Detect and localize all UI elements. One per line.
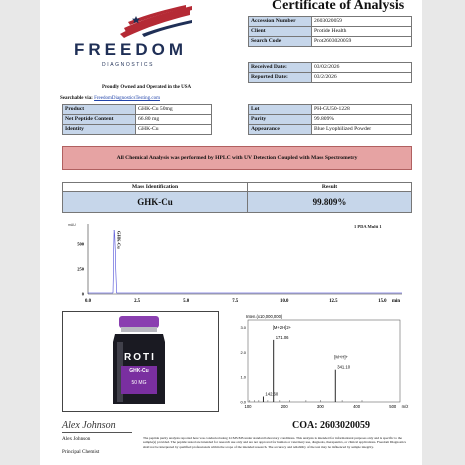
x-tick-label: 400 [353, 404, 361, 409]
y-tick-label: 1.0 [240, 374, 246, 380]
x-tick-label: min [392, 299, 400, 304]
appearance-key: Appearance [249, 125, 312, 135]
disclaimer-text: The peptide purity analysis reported here was conducted using LCMS/MS under standard laboratory conditions. This analysis is intended for informational purposes only and is specific to the sample(s) provided. The peptide tested are intended for research use only and are not approved for human or veterinary use, diagnosis, therapeutics, or clinical applications. Freedom Diagnostics shall not be interpreted by qualified professionals within the scope of the intended research. The accuracy and reliability of the test may be influenced by sample integrity. [143, 436, 406, 449]
result-header: Result [247, 182, 412, 193]
identity-value: GHK-Cu [136, 125, 212, 135]
y-tick-label: 3.0 [240, 324, 246, 330]
product-table [62, 104, 212, 135]
table-row [249, 27, 412, 37]
peak-mz-label: 341.10 [337, 364, 351, 370]
vial-brand: ROTI [124, 352, 156, 363]
search-code-key: Search Code [249, 37, 312, 47]
lot-value: PH-GU50-1228 [312, 105, 412, 115]
x-tick-label: 500 [389, 404, 397, 409]
y-tick-label: 0.0 [240, 399, 246, 405]
flag-logo-icon [114, 4, 196, 38]
reported-date-key: Reported Date: [249, 73, 312, 83]
x-tick-label: 12.5 [329, 299, 338, 304]
chart-legend: 1 PDA Multi 1 [354, 224, 382, 229]
vial-label-dose: 50 MG [131, 380, 147, 386]
x-tick-label: 0.0 [85, 299, 91, 304]
chart-title: Inten.(x10,000,000) [246, 314, 283, 319]
peak-annotation: [M+H]+ [334, 354, 348, 360]
x-tick-label: 2.5 [134, 299, 141, 304]
accession-value: 2603020059 [312, 17, 412, 27]
search-link[interactable]: FreedomDiagnosticsTesting.com [94, 96, 160, 101]
result-value: 99.809% [247, 191, 412, 213]
x-tick-label: 10.0 [280, 299, 289, 304]
tagline: Proudly Owned and Operated in the USA [102, 85, 192, 90]
client-value: Protide Health [312, 27, 412, 37]
chromatogram-trace [88, 230, 402, 293]
peak-annotation: [M+2H]2+ [272, 324, 292, 330]
search-code-value: Prot2603020059 [312, 37, 412, 47]
y-tick-label: 250 [77, 266, 84, 272]
accession-table [248, 16, 412, 47]
table-row [249, 105, 412, 115]
x-tick-label: 5.0 [183, 299, 190, 304]
hplc-chromatogram [66, 216, 412, 308]
peak-label: GHK-Cu [116, 231, 122, 249]
product-value: GHK-Cu 50mg [136, 105, 212, 115]
certificate-page [40, 0, 422, 465]
signer-name: Alex Johnson [62, 436, 91, 442]
y-tick-label: 500 [77, 241, 84, 247]
net-peptide-value: 66.80 mg [136, 115, 212, 125]
logo-wordmark: FREEDOM [74, 40, 187, 59]
vial-label-name: GHK-Cu [129, 368, 149, 374]
purity-value: 99.809% [312, 115, 412, 125]
mass-identification-header: Mass Identification [62, 182, 248, 193]
y-tick-label: 0 [81, 291, 84, 297]
plot-frame [248, 320, 400, 402]
y-tick-label: 2.0 [240, 349, 246, 355]
coa-number: COA: 2603020059 [292, 420, 371, 431]
mass-identification-value: GHK-Cu [62, 191, 248, 213]
x-axis-label: m/z [401, 404, 409, 409]
y-axis-label: mAU [68, 223, 76, 227]
peak-mz-label: 171.06 [275, 334, 289, 340]
dates-table [248, 62, 412, 83]
table-row [63, 125, 212, 135]
purity-key: Purity [249, 115, 312, 125]
client-key: Client [249, 27, 312, 37]
table-row [249, 115, 412, 125]
logo-subtitle: DIAGNOSTICS [102, 62, 155, 68]
table-row [249, 125, 412, 135]
x-tick-label: 7.5 [232, 299, 239, 304]
table-row [249, 63, 412, 73]
product-key: Product [63, 105, 136, 115]
table-row [63, 105, 212, 115]
x-tick-label: 300 [316, 404, 324, 409]
table-row [249, 73, 412, 83]
lot-table [248, 104, 412, 135]
signature-line [62, 432, 132, 433]
net-peptide-key: Net Peptide Content [63, 115, 136, 125]
page-title: Certificate of Analysis [272, 0, 405, 13]
x-tick-label: 100 [244, 404, 252, 409]
method-banner: All Chemical Analysis was performed by HPLC with UV Detection Coupled with Mass Spectrometry [62, 146, 412, 170]
signer-role: Principal Chemist [62, 449, 100, 455]
peak-mz-label: 142.60 [265, 391, 279, 397]
x-tick-label: 15.0 [378, 299, 387, 304]
received-date-value: 03/02/2026 [312, 63, 412, 73]
searchable-line [60, 96, 160, 101]
x-tick-label: 200 [280, 404, 288, 409]
search-label: Searchable via: [60, 96, 93, 101]
product-vial-photo [62, 311, 219, 412]
table-row [249, 37, 412, 47]
appearance-value: Blue Lyophilized Powder [312, 125, 412, 135]
mass-spectrum [230, 312, 412, 412]
identity-key: Identity [63, 125, 136, 135]
signature-script: Alex Johnson [62, 420, 116, 431]
received-date-key: Received Date: [249, 63, 312, 73]
lot-key: Lot [249, 105, 312, 115]
reported-date-value: 03/2/2026 [312, 73, 412, 83]
accession-key: Accession Number [249, 17, 312, 27]
table-row [249, 17, 412, 27]
table-row [63, 115, 212, 125]
